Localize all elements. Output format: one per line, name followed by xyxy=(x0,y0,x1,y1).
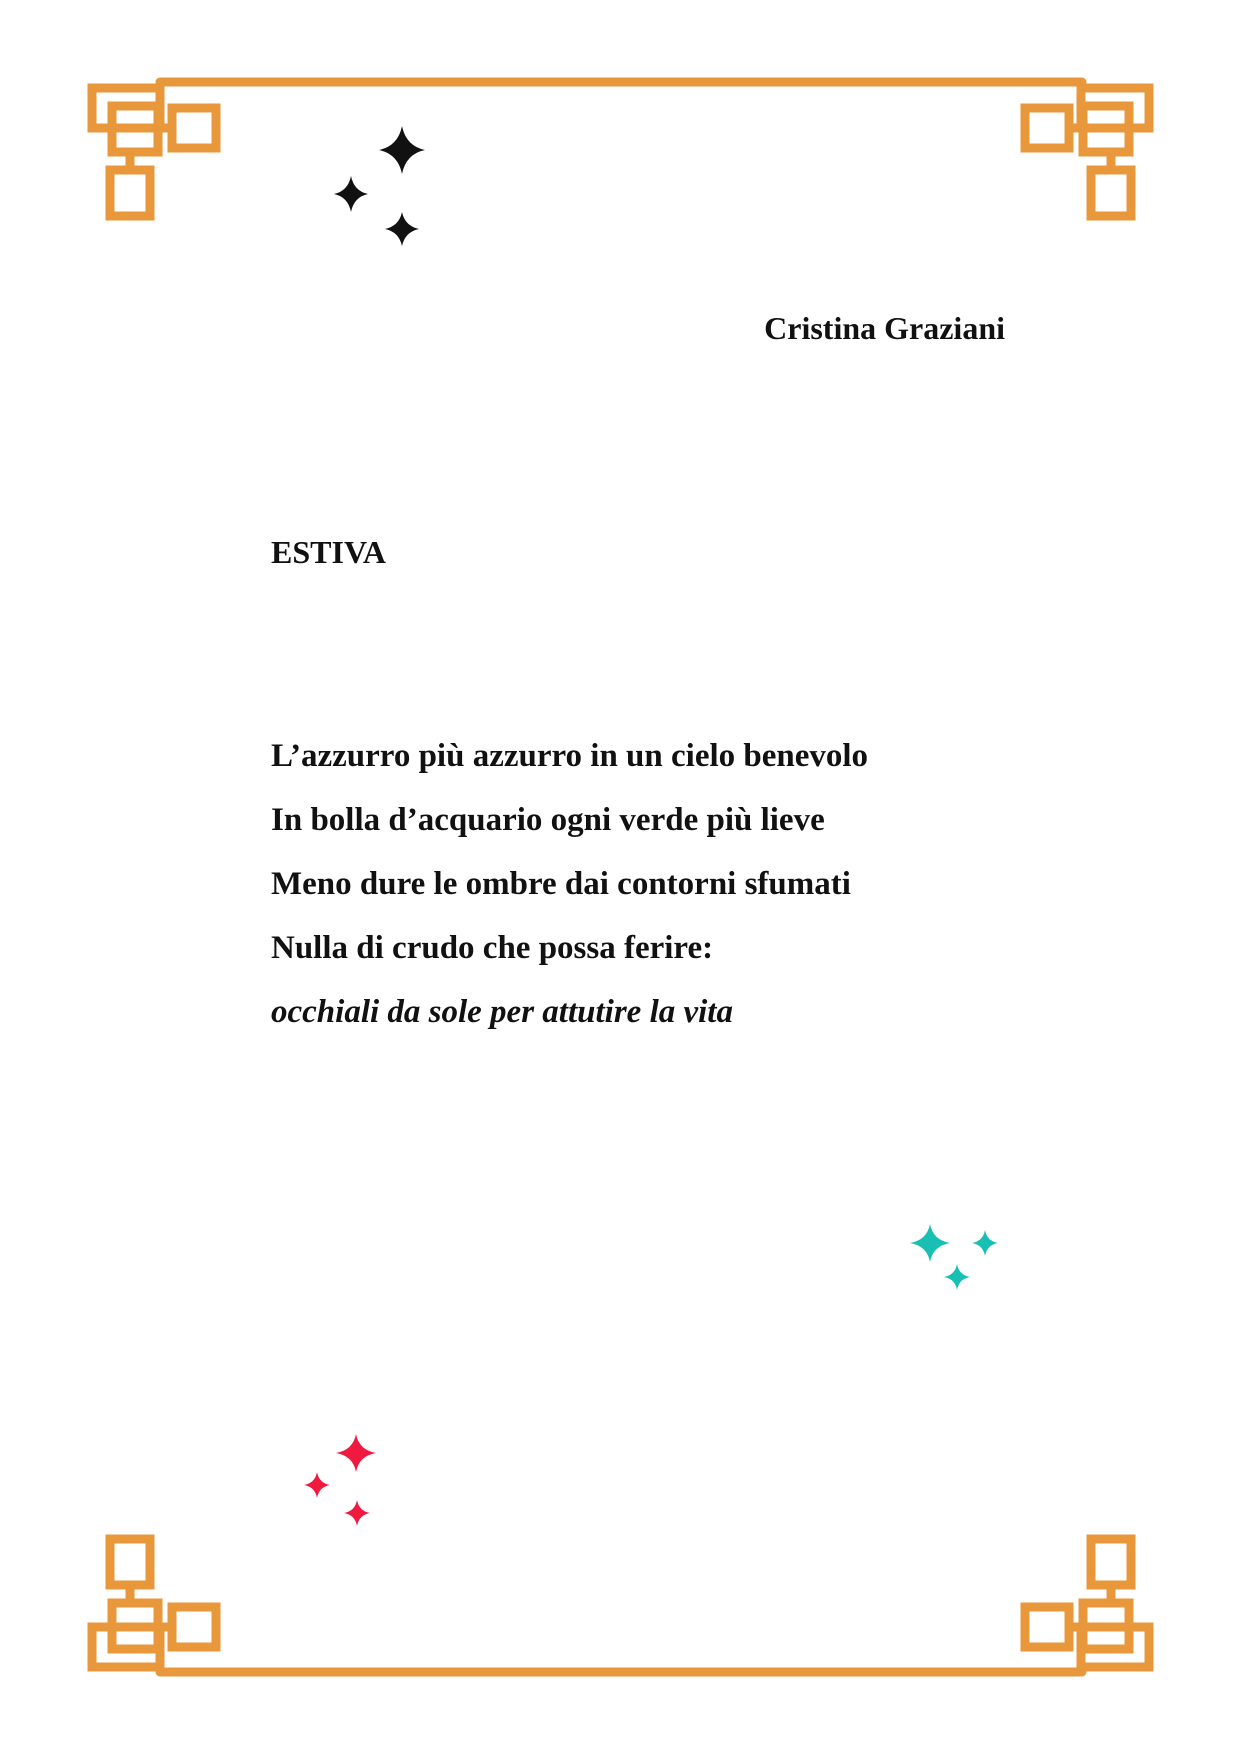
corner-fret-ornament-top-right xyxy=(1025,88,1149,216)
poem-closing-line: occhiali da sole per attutire la vita xyxy=(271,994,733,1030)
corner-fret-ornament-bottom-right xyxy=(1025,1539,1149,1667)
sparkle-icon-group-bottom xyxy=(298,1430,398,1540)
sparkle-icon xyxy=(972,1230,998,1256)
sparkle-icon xyxy=(304,1472,330,1498)
sparkle-icon xyxy=(910,1224,950,1262)
author-name: Cristina Graziani xyxy=(764,310,1005,346)
sparkle-icon xyxy=(336,1434,376,1472)
poem-line: Nulla di crudo che possa ferire: xyxy=(271,930,714,966)
sparkle-icon xyxy=(334,176,368,212)
sparkle-icon xyxy=(379,126,425,174)
poem-line: Meno dure le ombre dai contorni sfumati xyxy=(271,866,851,902)
sparkle-icon-group-right xyxy=(900,1222,1010,1302)
poem-title: ESTIVA xyxy=(271,534,387,570)
sparkle-icon xyxy=(344,1500,370,1526)
sparkle-icon xyxy=(385,212,419,246)
poem-line: L’azzurro più azzurro in un cielo benevolo xyxy=(271,738,869,774)
corner-fret-ornament-top-left xyxy=(92,88,216,216)
poem-body xyxy=(271,724,1031,1044)
poem-line: In bolla d’acquario ogni verde più lieve xyxy=(271,802,825,838)
corner-fret-ornament-bottom-left xyxy=(92,1539,216,1667)
sparkle-icon xyxy=(944,1264,970,1290)
sparkle-icon-group-top xyxy=(325,118,435,258)
